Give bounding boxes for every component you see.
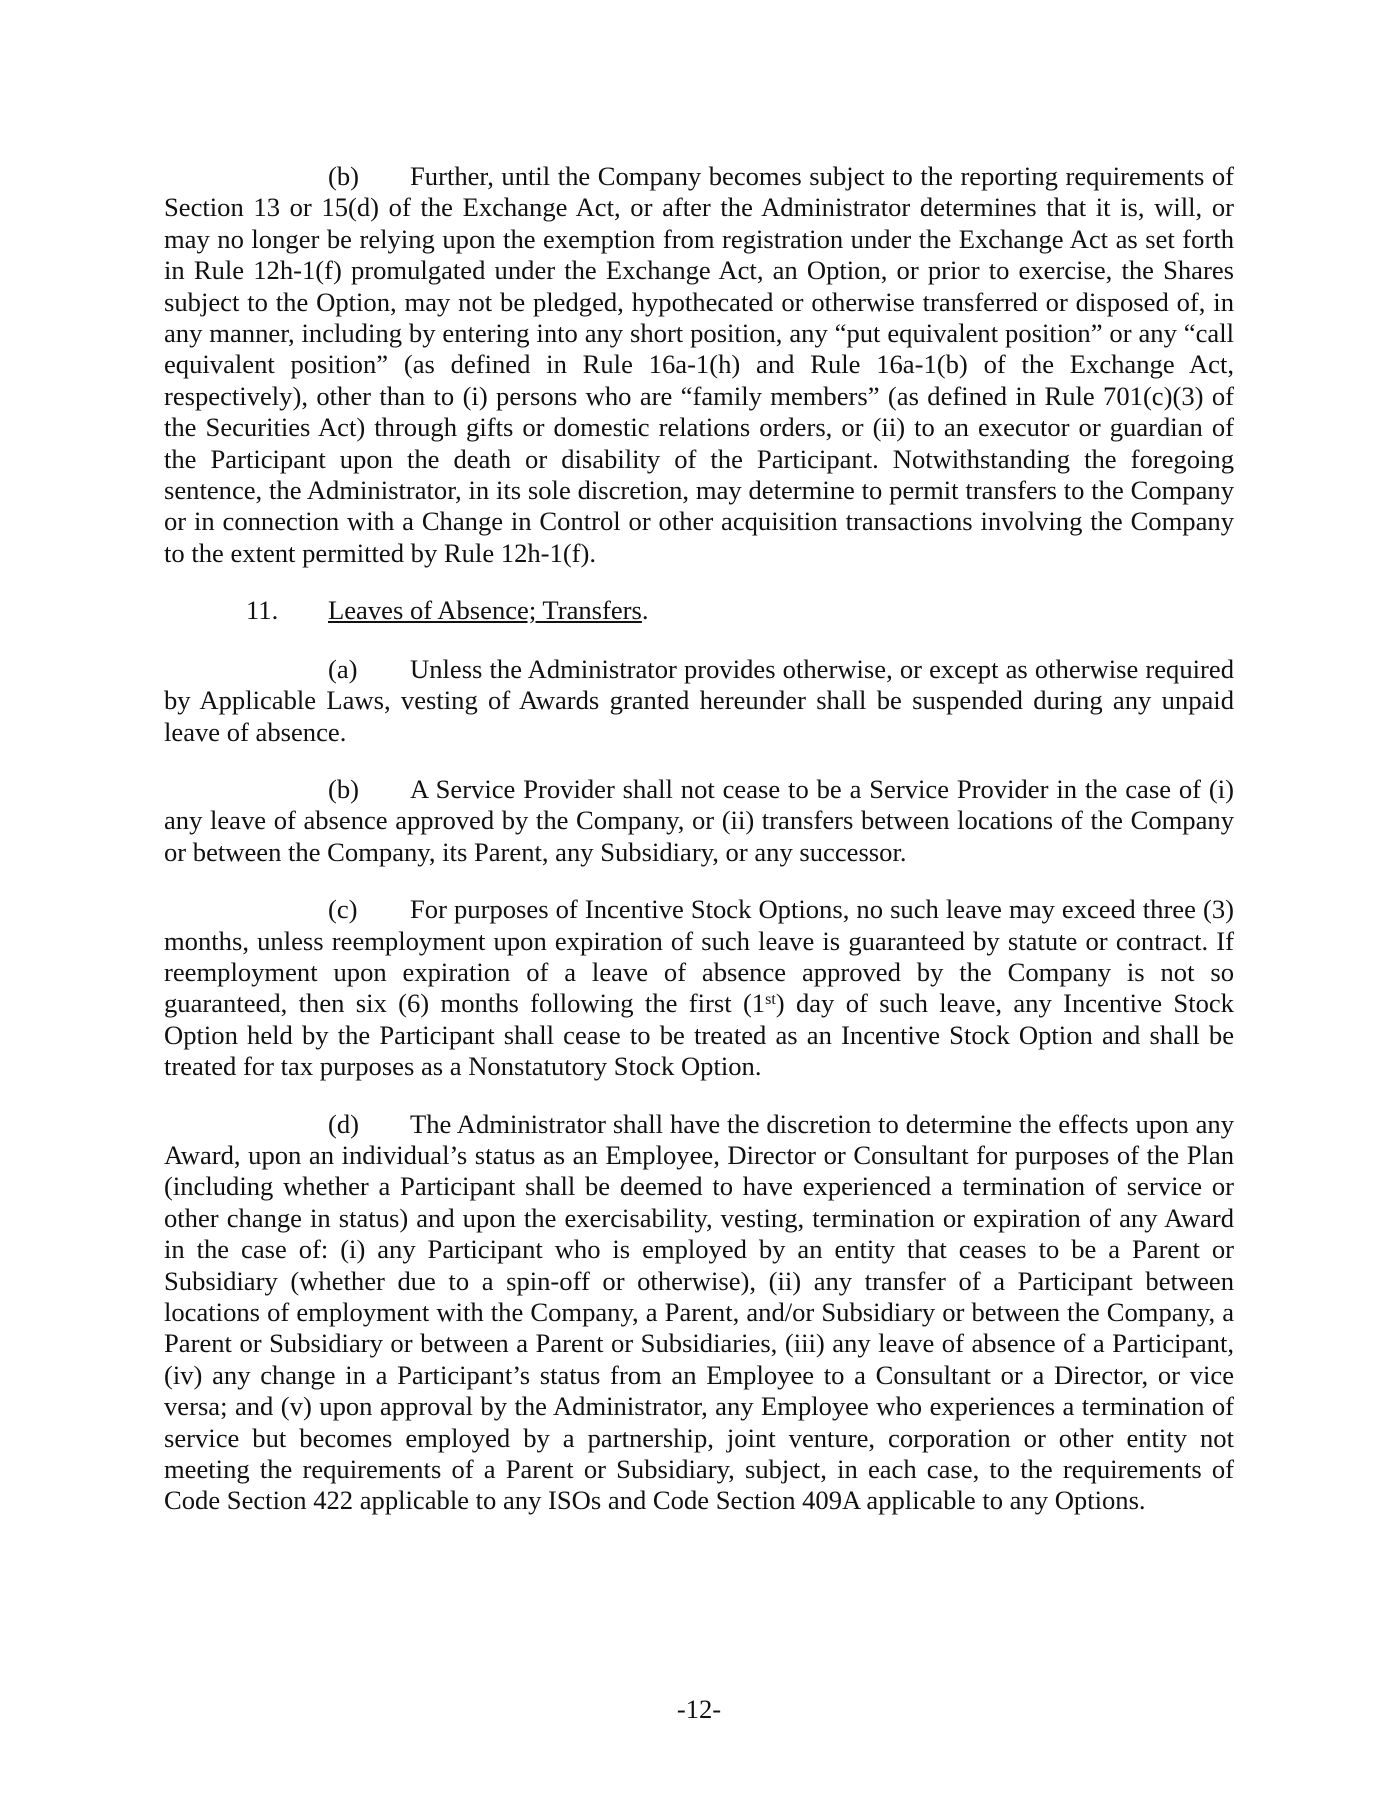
paragraph-11a: [164, 654, 1234, 748]
paragraph-label: (b): [328, 161, 360, 191]
paragraph-11c: [164, 894, 1234, 1082]
paragraph-label: (c): [328, 894, 358, 925]
paragraph-11d: [164, 1109, 1234, 1517]
section-heading-11: [164, 595, 1234, 626]
page-number: -12-: [676, 1694, 722, 1724]
section-title-period: .: [641, 595, 649, 626]
paragraph-text: A Service Provider shall not cease to be a Service Provider in the case of (i) any leave of absence approved by the Company, or (ii) transfers between locations of the Company or between the Company, its Parent, any Subsidiary, or any successor.: [164, 773, 1234, 867]
section-title: Leaves of Absence; Transfers: [328, 595, 642, 626]
ordinal-superscript: st: [765, 991, 776, 1009]
section-number: 11.: [246, 595, 279, 626]
paragraph-11b: [164, 774, 1234, 868]
paragraph-10b: [164, 161, 1234, 569]
document-page: [164, 161, 1234, 1543]
paragraph-text: The Administrator shall have the discretion to determine the effects upon any Award, upon an individual’s status as an Employee, Director or Consultant for purposes of the Plan (including whether a Participant shall be deemed to have experienced a termination of service or other change in status) and upon the exercisability, vesting, termination or expiration of any Award in the case of: (i) any Participant who is employed by an entity that ceases to be a Parent or Subsidiary (whether due to a spin-off or otherwise), (ii) any transfer of a Participant between locations of employment with the Company, a Parent, and/or Subsidiary or between the Company, a Parent or Subsidiary or between a Parent or Subsidiaries, (iii) any leave of absence of a Participant, (iv) any change in a Participant’s status from an Employee to a Consultant or a Director, or vice versa; and (v) upon approval by the Administrator, any Employee who experiences a termination of service but becomes employed by a partnership, joint venture, corporation or other entity not meeting the requirements of a Parent or Subsidiary, subject, in each case, to the requirements of Code Section 422 applicable to any ISOs and Code Section 409A applicable to any Options.: [164, 1108, 1234, 1516]
paragraph-text: Further, until the Company becomes subject to the reporting requirements of Section 13 or 15(d) of the Exchange Act, or after the Administrator determines that it is, will, or may no longer be relying upon the exemption from registration under the Exchange Act as set forth in Rule 12h-1(f) promulgated under the Exchange Act, an Option, or prior to exercise, the Shares subject to the Option, may not be pledged, hypothecated or otherwise transferred or disposed of, in any manner, including by entering into any short position, any “put equivalent position” or any “call equivalent position” (as defined in Rule 16a-1(h) and Rule 16a-1(b) of the Exchange Act, respectively), other than to (i) persons who are “family members” (as defined in Rule 701(c)(3) of the Securities Act) through gifts or domestic relations orders, or (ii) to an executor or guardian of the Participant upon the death or disability of the Participant. Notwithstanding the foregoing sentence, the Administrator, in its sole discretion, may determine to permit transfers to the Company or in connection with a Change in Control or other acquisition transactions involving the Company to the extent permitted by Rule 12h-1(f).: [164, 161, 1234, 568]
paragraph-text: Unless the Administrator provides otherwise, or except as otherwise required by Applicable Laws, vesting of Awards granted hereunder shall be suspended during any unpaid leave of absence.: [164, 653, 1234, 747]
paragraph-text-continued: ) day of such leave, any Incentive Stock Option held by the Participant shall cease to be treated as an Incentive Stock Option and shall be treated for tax purposes as a Nonstatutory Stock Option.: [164, 988, 1234, 1082]
paragraph-text: For purposes of Incentive Stock Options, no such leave may exceed three (3) months, unless reemployment upon expiration of such leave is guaranteed by statute or contract. If reemployment upon expiration of a leave of absence approved by the Company is not so guaranteed, then six (6) months following the first (1: [164, 894, 1234, 1019]
paragraph-label: (d): [328, 1108, 360, 1139]
paragraph-label: (a): [328, 653, 358, 684]
paragraph-label: (b): [328, 773, 360, 804]
